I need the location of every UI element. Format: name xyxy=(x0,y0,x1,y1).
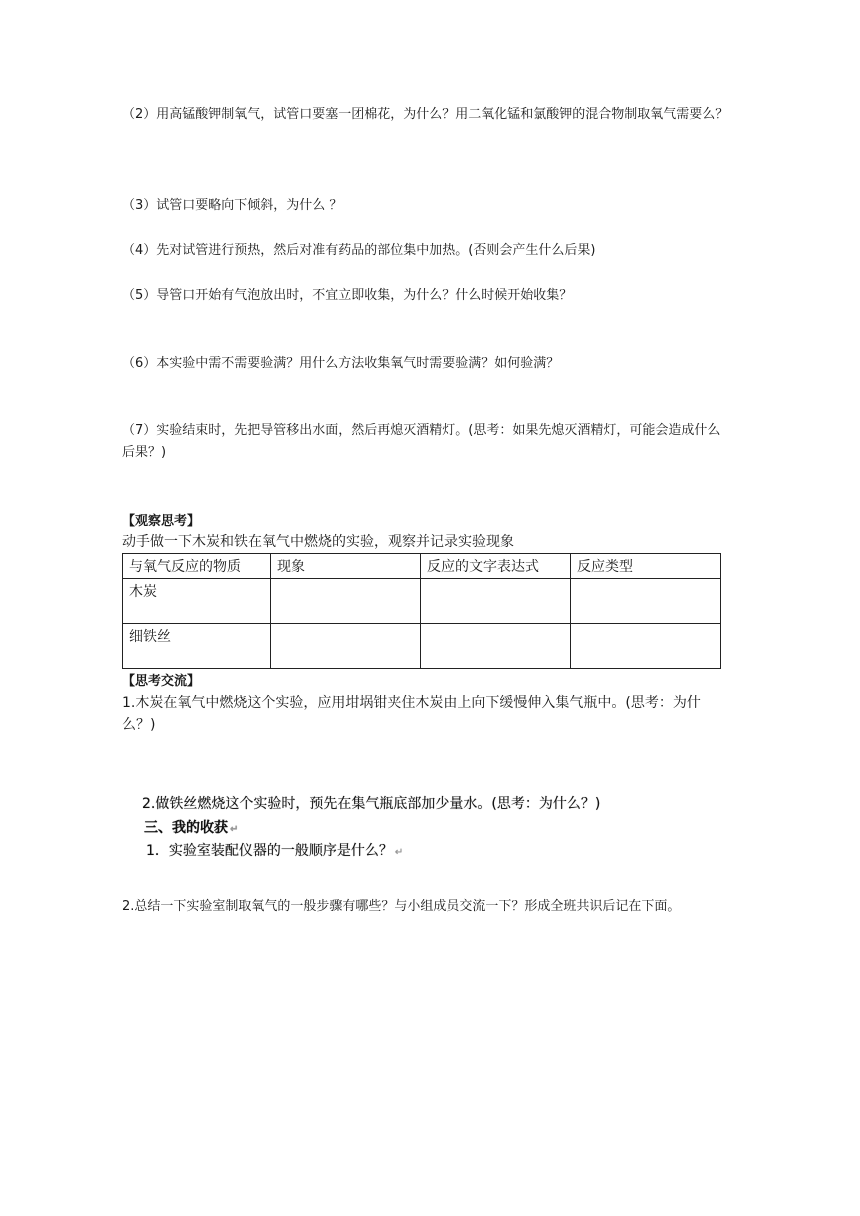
harvest-heading-text: 三、我的收获 xyxy=(144,820,228,836)
harvest-item-2: 2.总结一下实验室制取氧气的一般步骤有哪些？与小组成员交流一下？形成全班共识后记在下面。 xyxy=(122,899,681,914)
table-header-row xyxy=(123,554,721,579)
question-3: （3）试管口要略向下倾斜，为什么 ？ xyxy=(122,198,343,213)
table-cell xyxy=(421,579,571,624)
table-row xyxy=(123,579,721,624)
table-header-cell: 反应类型 xyxy=(571,554,721,579)
table-cell xyxy=(271,624,421,669)
harvest-item-1 xyxy=(146,842,403,862)
observe-instruction: 动手做一下木炭和铁在氧气中燃烧的实验，观察并记录实验现象 xyxy=(122,534,514,550)
question-5: （5）导管口开始有气泡放出时，不宜立即收集，为什么？什么时候开始收集？ xyxy=(122,288,573,303)
table-header-cell: 现象 xyxy=(271,554,421,579)
observation-table xyxy=(122,553,721,669)
table-cell: 木炭 xyxy=(123,579,271,624)
question-2: （2）用高锰酸钾制氧气，试管口要塞一团棉花，为什么？用二氧化锰和氯酸钾的混合物制取氧气需要么？ xyxy=(122,107,729,122)
table-row xyxy=(123,624,721,669)
question-4: （4）先对试管进行预热，然后对准有药品的部位集中加热。(否则会产生什么后果) xyxy=(122,243,596,258)
discuss-item-1: 1.木炭在氧气中燃烧这个实验，应用坩埚钳夹住木炭由上向下缓慢伸入集气瓶中。(思考：为什么？) xyxy=(122,695,701,733)
table-header-cell: 与氧气反应的物质 xyxy=(123,554,271,579)
question-6: （6）本实验中需不需要验满？用什么方法收集氧气时需要验满？如何验满？ xyxy=(122,356,560,371)
discuss-heading: 【思考交流】 xyxy=(122,674,201,689)
table-cell xyxy=(271,579,421,624)
return-mark-icon: ↵ xyxy=(394,847,404,858)
harvest-item-1-text: 1．实验室装配仪器的一般顺序是什么？ xyxy=(146,843,393,859)
table-cell xyxy=(571,624,721,669)
table-cell xyxy=(421,624,571,669)
return-mark-icon: ↵ xyxy=(230,824,239,835)
discuss-item-2: 2.做铁丝燃烧这个实验时，预先在集气瓶底部加少量水。(思考：为什么？) xyxy=(142,796,601,812)
table-header-cell: 反应的文字表达式 xyxy=(421,554,571,579)
table-cell: 细铁丝 xyxy=(123,624,271,669)
question-7: （7）实验结束时，先把导管移出水面，然后再熄灭酒精灯。(思考：如果先熄灭酒精灯，可能会造成什么后果？) xyxy=(122,423,721,460)
observe-heading: 【观察思考】 xyxy=(122,514,201,529)
table-cell xyxy=(571,579,721,624)
harvest-heading xyxy=(144,819,238,839)
